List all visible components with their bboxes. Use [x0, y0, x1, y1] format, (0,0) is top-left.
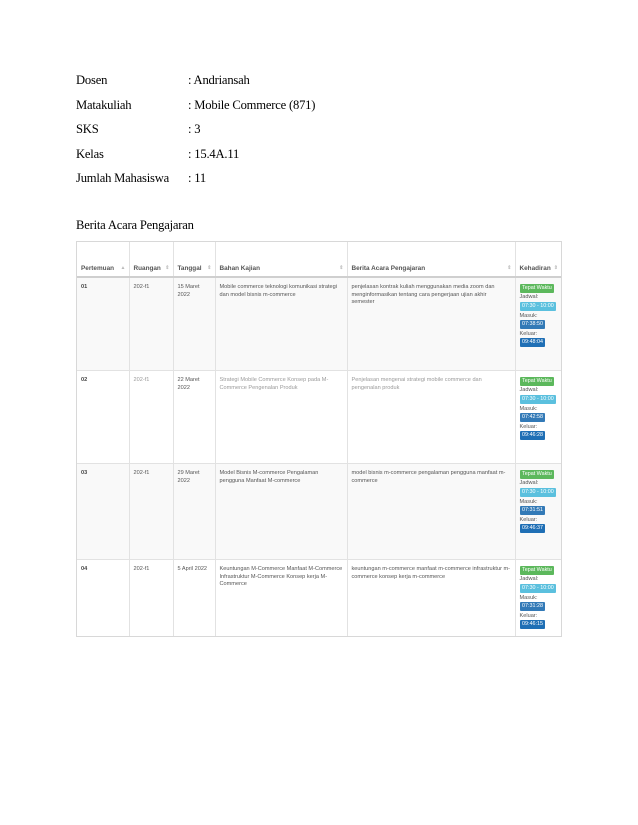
jadwal-label: Jadwal: — [519, 576, 539, 583]
sort-icon: ⇕ — [553, 265, 558, 271]
masuk-badge: 07:31:51 — [520, 506, 546, 515]
cell-berita-acara: penjelasan kontrak kuliah menggunakan media zoom dan menginformasikan tentang cara pengerjaan ujian akhir semester — [347, 277, 515, 371]
table-row — [77, 560, 561, 638]
table-header-row — [77, 242, 561, 277]
sort-icon: ⇕ — [507, 265, 512, 271]
sort-icon: ⇕ — [165, 265, 170, 271]
info-value: : Mobile Commerce (871) — [188, 97, 316, 112]
info-row-jumlah-mahasiswa — [76, 171, 556, 196]
keluar-badge: 09:46:15 — [520, 620, 546, 629]
keluar-label: Keluar: — [519, 612, 538, 619]
cell-kehadiran — [515, 560, 561, 638]
cell-pertemuan: 02 — [77, 371, 129, 464]
jadwal-label: Jadwal: — [519, 480, 539, 487]
cell-berita-acara: Penjelasan mengenai strategi mobile commerce dan pengenalan produk — [347, 371, 515, 464]
table-row — [77, 371, 561, 464]
info-label: Kelas — [76, 146, 104, 161]
cell-kehadiran — [515, 371, 561, 464]
cell-pertemuan: 01 — [77, 277, 129, 371]
jadwal-badge: 07:30 - 10:00 — [520, 302, 557, 311]
info-row-dosen — [76, 73, 556, 98]
berita-acara-table — [77, 242, 561, 637]
masuk-label: Masuk: — [519, 312, 538, 319]
keluar-badge: 09:46:37 — [520, 524, 546, 533]
column-header-bahan-kajian[interactable]: Bahan Kajian ⇕ — [215, 242, 347, 277]
info-row-kelas — [76, 147, 556, 172]
status-badge: Tepat Waktu — [520, 284, 555, 293]
jadwal-badge: 07:30 - 10:00 — [520, 395, 557, 404]
status-badge: Tepat Waktu — [520, 470, 555, 479]
column-header-tanggal[interactable]: Tanggal ⇕ — [173, 242, 215, 277]
cell-tanggal: 15 Maret 2022 — [173, 277, 215, 371]
info-row-matakuliah — [76, 98, 556, 123]
keluar-badge: 09:46:28 — [520, 431, 546, 440]
sort-icon: ⇕ — [207, 265, 212, 271]
column-header-berita-acara[interactable]: Berita Acara Pengajaran ⇕ — [347, 242, 515, 277]
section-title: Berita Acara Pengajaran — [76, 218, 194, 232]
sort-asc-icon: ▲ — [120, 265, 126, 271]
column-header-kehadiran[interactable]: Kehadiran ⇕ — [515, 242, 561, 277]
cell-tanggal: 29 Maret 2022 — [173, 464, 215, 560]
masuk-badge: 07:42:58 — [520, 413, 546, 422]
cell-bahan-kajian: Strategi Mobile Commerce Konsep pada M-Commerce Pengenalan Produk — [215, 371, 347, 464]
berita-acara-table-screenshot — [76, 241, 562, 637]
info-label: Matakuliah — [76, 97, 132, 112]
cell-ruangan: 202-f1 — [129, 464, 173, 560]
jadwal-badge: 07:30 - 10:00 — [520, 584, 557, 593]
cell-bahan-kajian: Keuntungan M-Commerce Manfaat M-Commerce Infrastruktur M-Commerce Konsep kerja M-Commerce — [215, 560, 347, 638]
cell-berita-acara: keuntungan m-commerce manfaat m-commerce infrastruktur m-commerce konsep kerja m-commerce — [347, 560, 515, 638]
cell-berita-acara: model bisnis m-commerce pengalaman pengguna manfaat m-commerce — [347, 464, 515, 560]
info-label: Dosen — [76, 73, 108, 87]
info-row-sks — [76, 122, 556, 147]
info-value: : Andriansah — [188, 73, 250, 87]
cell-ruangan: 202-f1 — [129, 371, 173, 464]
keluar-label: Keluar: — [519, 423, 538, 430]
info-value: : 11 — [188, 171, 206, 185]
status-badge: Tepat Waktu — [520, 566, 555, 575]
column-header-pertemuan[interactable]: Pertemuan ▲ — [77, 242, 129, 277]
cell-ruangan: 202-f1 — [129, 277, 173, 371]
cell-tanggal: 22 Maret 2022 — [173, 371, 215, 464]
masuk-label: Masuk: — [519, 498, 538, 505]
masuk-badge: 07:38:50 — [520, 320, 546, 329]
jadwal-label: Jadwal: — [519, 294, 539, 301]
info-value: : 3 — [188, 122, 201, 136]
info-value: : 15.4A.11 — [188, 146, 240, 161]
cell-bahan-kajian: Mobile commerce teknologi komunikasi strategi dan model bisnis m-commerce — [215, 277, 347, 371]
cell-pertemuan: 03 — [77, 464, 129, 560]
status-badge: Tepat Waktu — [520, 377, 555, 386]
sort-icon: ⇕ — [339, 265, 344, 271]
masuk-label: Masuk: — [519, 405, 538, 412]
table-row — [77, 464, 561, 560]
cell-tanggal: 5 April 2022 — [173, 560, 215, 638]
info-block — [76, 73, 556, 196]
keluar-label: Keluar: — [519, 516, 538, 523]
cell-kehadiran — [515, 277, 561, 371]
table-row — [77, 277, 561, 371]
cell-bahan-kajian: Model Bisnis M-commerce Pengalaman pengguna Manfaat M-commerce — [215, 464, 347, 560]
masuk-badge: 07:31:28 — [520, 602, 546, 611]
keluar-label: Keluar: — [519, 330, 538, 337]
masuk-label: Masuk: — [519, 594, 538, 601]
cell-pertemuan: 04 — [77, 560, 129, 638]
info-label: SKS — [76, 122, 99, 136]
keluar-badge: 09:48:04 — [520, 338, 546, 347]
jadwal-badge: 07:30 - 10:00 — [520, 488, 557, 497]
cell-ruangan: 202-f1 — [129, 560, 173, 638]
jadwal-label: Jadwal: — [519, 387, 539, 394]
column-header-ruangan[interactable]: Ruangan ⇕ — [129, 242, 173, 277]
cell-kehadiran — [515, 464, 561, 560]
info-label: Jumlah Mahasiswa — [76, 171, 169, 185]
